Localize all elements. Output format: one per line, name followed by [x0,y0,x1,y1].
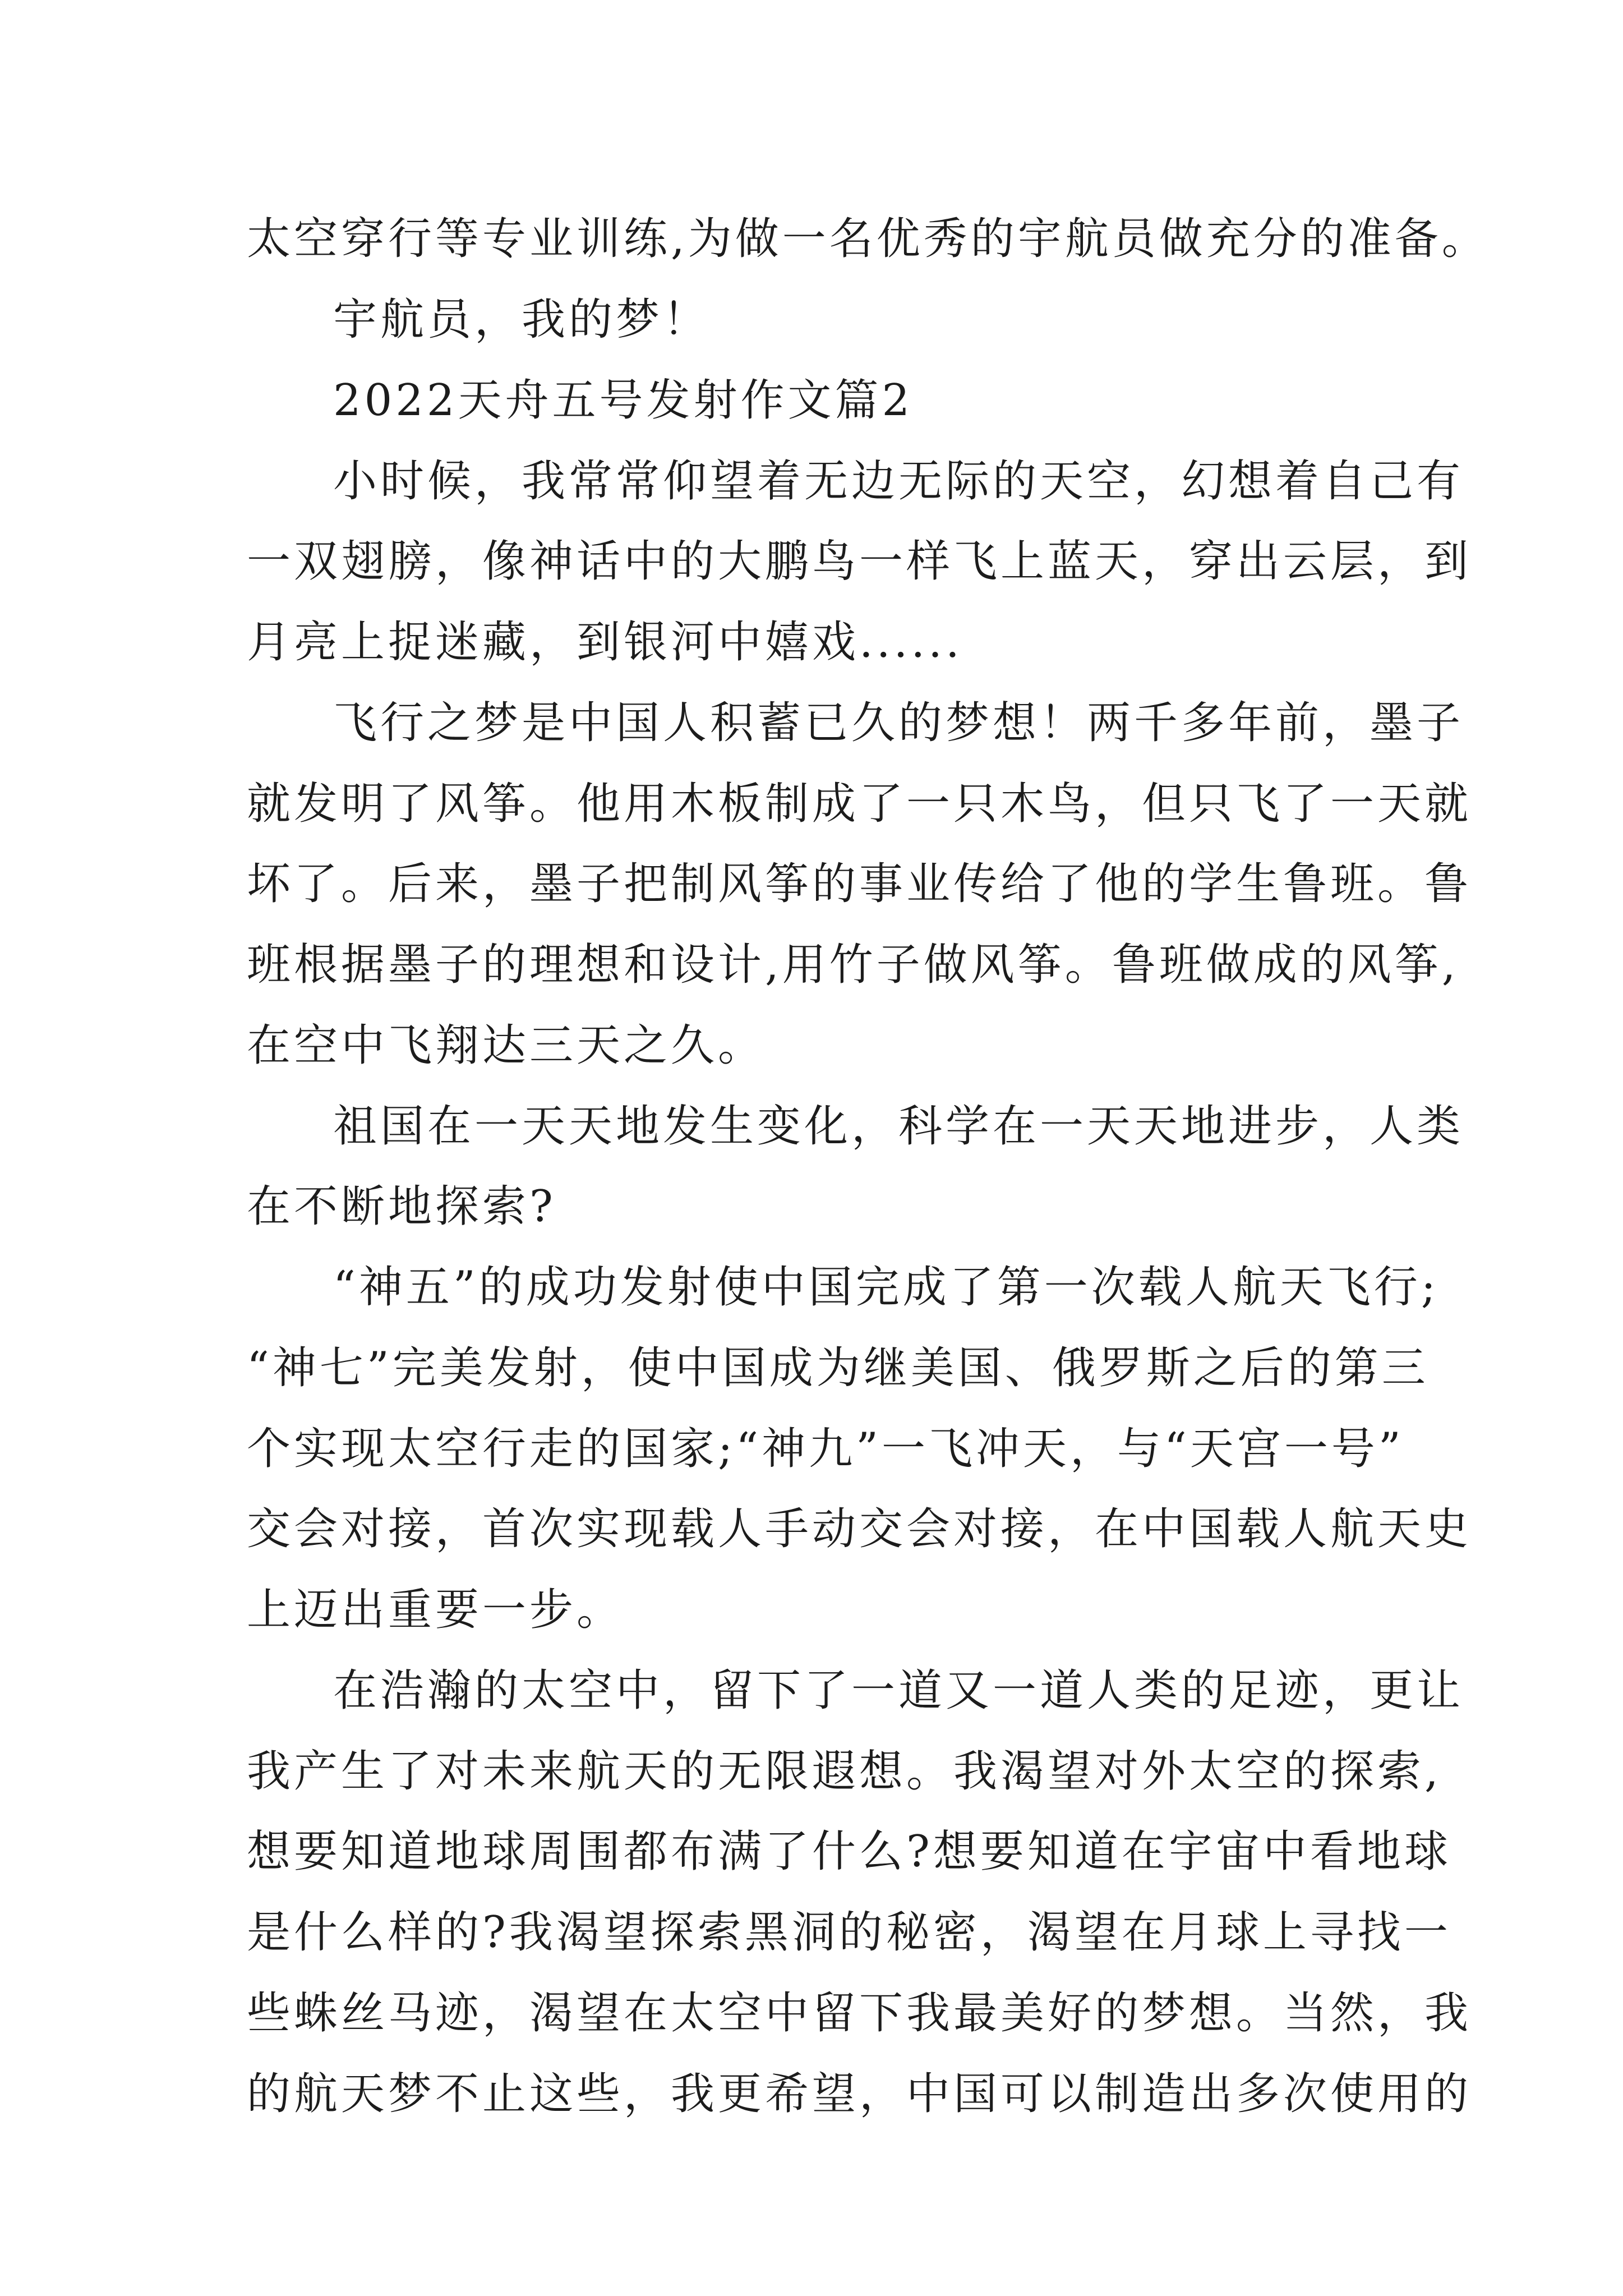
text-line: 我产生了对未来航天的无限遐想。我渴望对外太空的探索, [247,1746,1442,1797]
text-line: 些蛛丝马迹，渴望在太空中留下我最美好的梦想。当然，我 [247,1988,1472,2039]
text-line: 在空中飞翔达三天之久。 [247,1020,766,1071]
text-line: 小时候，我常常仰望着无边无际的天空，幻想着自己有 [333,456,1464,507]
text-line: 太空穿行等专业训练,为做一名优秀的宇航员做充分的准备。 [247,214,1489,264]
text-line: 的航天梦不止这些，我更希望，中国可以制造出多次使用的 [247,2069,1472,2119]
text-line: 一双翅膀，像神话中的大鹏鸟一样飞上蓝天，穿出云层，到 [247,536,1472,587]
text-line: 坏了。后来，墨子把制风筝的事业传给了他的学生鲁班。鲁 [247,859,1472,909]
text-line: 班根据墨子的理想和设计,用竹子做风筝。鲁班做成的风筝, [247,940,1459,990]
text-line: 是什么样的?我渴望探索黑洞的秘密，渴望在月球上寻找一 [247,1907,1451,1958]
text-line: 在不断地探索? [247,1181,556,1232]
text-line: 祖国在一天天地发生变化，科学在一天天地进步，人类 [333,1101,1464,1152]
text-line: 交会对接，首次实现载人手动交会对接，在中国载人航天史 [247,1504,1472,1554]
text-line: 上迈出重要一步。 [247,1585,624,1635]
text-line: 宇航员，我的梦！ [333,295,711,345]
text-line: 就发明了风筝。他用木板制成了一只木鸟，但只飞了一天就 [247,779,1472,829]
text-line: 飞行之梦是中国人积蓄已久的梦想！两千多年前，墨子 [333,698,1464,748]
text-line: “神五”的成功发射使中国完成了第一次载人航天飞行; [333,1262,1440,1313]
section-heading: 2022天舟五号发射作文篇2 [333,375,914,426]
text-line: 在浩瀚的太空中，留下了一道又一道人类的足迹，更让 [333,1665,1464,1716]
text-line: 想要知道地球周围都布满了什么?想要知道在宇宙中看地球 [247,1826,1451,1877]
text-line: 个实现太空行走的国家;“神九”一飞冲天，与“天宫一号” [247,1424,1404,1474]
text-line: “神七”完美发射，使中国成为继美国、俄罗斯之后的第三 [247,1343,1429,1393]
text-line: 月亮上捉迷藏，到银河中嬉戏...... [247,617,963,668]
